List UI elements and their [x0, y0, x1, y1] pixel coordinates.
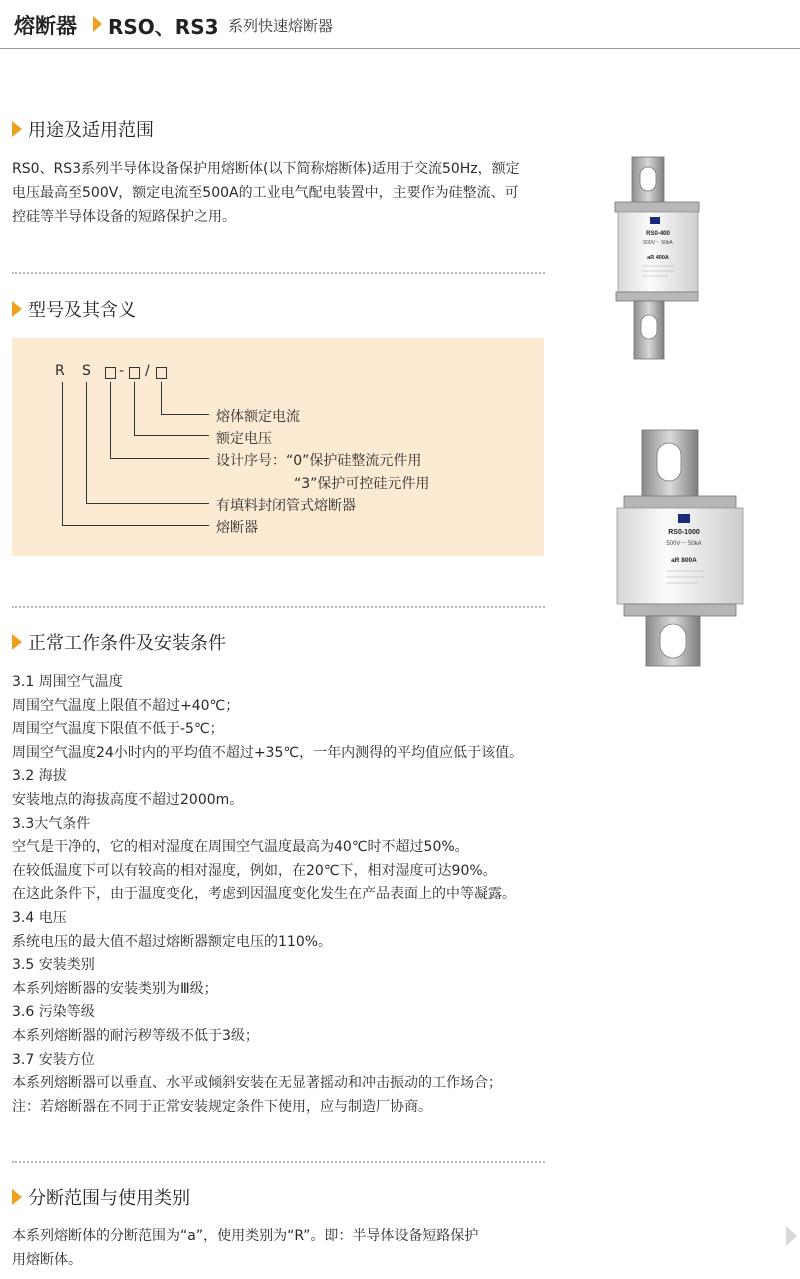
section-title-usage: [12, 116, 154, 142]
label-rated-voltage: 额定电压: [216, 431, 272, 447]
leader-line: [86, 503, 209, 504]
text-line: 本系列熔断体的分断范围为“a”，使用类别为“R”。即：半导体设备短路保护: [12, 1228, 479, 1244]
dotted-divider: [12, 606, 545, 608]
leader-line: [62, 382, 63, 525]
section-title-text: 型号及其含义: [28, 300, 136, 321]
leader-line: [161, 414, 209, 415]
label-design-number-3: “3”保护可控硅元件用: [294, 476, 430, 492]
text-line: 3.1 周围空气温度: [12, 674, 123, 690]
text-line: 安装地点的海拔高度不超过2000m。: [12, 791, 244, 808]
label-rated-current: 熔体额定电流: [216, 409, 300, 425]
label-fuse: 熔断器: [216, 520, 258, 536]
text-line: RS0、RS3系列半导体设备保护用熔断体(以下简称熔断体)适用于交流50Hz，额定: [12, 161, 520, 177]
text-line: 周围空气温度上限值不超过+40℃；: [12, 697, 240, 714]
text-line: 电压最高至500V，额定电流至500A的工业电气配电装置中，主要作为硅整流、可: [12, 185, 519, 201]
text-line: 用熔断体。: [12, 1252, 82, 1268]
code-letter-s: S: [82, 363, 91, 379]
text-line: 本系列熔断器的安装类别为Ⅲ级；: [12, 980, 218, 997]
page-header: [0, 0, 800, 49]
product-rating-label: 500V～ 50kA: [643, 240, 673, 246]
product-class-label: aR 800A: [671, 557, 697, 564]
conditions-list: [12, 671, 552, 1119]
product-rating-label: 500V～ 50kA: [666, 541, 702, 547]
text-line: 3.3大气条件: [12, 815, 91, 832]
header-subtitle: 系列快速熔断器: [228, 17, 334, 35]
code-box-current: [156, 367, 167, 379]
product-model-label: RS0-1000: [668, 529, 700, 536]
leader-line: [134, 382, 135, 435]
leader-line: [62, 525, 209, 526]
text-line: 本系列熔断器的耐污秽等级不低于3级；: [12, 1027, 259, 1044]
text-line: 3.4 电压: [12, 909, 67, 926]
label-design-number: 设计序号：“0”保护硅整流元件用: [216, 453, 422, 469]
code-slash: /: [145, 363, 150, 379]
leader-line: [134, 435, 209, 436]
text-line: 在这此条件下，由于温度变化，考虑到因温度变化发生在产品表面上的中等凝露。: [12, 886, 516, 903]
leader-line: [86, 382, 87, 503]
text-line: 3.2 海拔: [12, 768, 67, 785]
text-line: 3.6 污染等级: [12, 1004, 95, 1021]
triangle-bullet-icon: [12, 301, 22, 317]
text-line: 周围空气温度下限值不低于-5℃；: [12, 721, 224, 738]
product-model-label: RS0-400: [646, 231, 670, 237]
code-box-voltage: [129, 367, 140, 379]
leader-line: [161, 382, 162, 414]
dotted-divider: [12, 272, 545, 274]
text-line: 3.7 安装方位: [12, 1051, 95, 1068]
code-box-design: [105, 367, 116, 379]
text-line: 系统电压的最大值不超过熔断器额定电压的110%。: [12, 933, 333, 950]
section-title-model: [12, 296, 136, 322]
model-diagram: [12, 338, 544, 556]
text-line: 3.5 安装类别: [12, 957, 95, 974]
text-line: 注：若熔断器在不同于正常安装规定条件下使用，应与制造厂协商。: [12, 1098, 432, 1115]
dotted-divider: [12, 1161, 545, 1163]
triangle-bullet-icon: [12, 634, 22, 650]
text-line: 空气是干净的，它的相对湿度在周围空气温度最高为40℃时不超过50%。: [12, 839, 469, 856]
product-image-large-fuse: [610, 428, 750, 670]
label-filled-enclosed: 有填料封闭管式熔断器: [216, 498, 356, 514]
leader-line: [110, 458, 209, 459]
usage-paragraph: [12, 157, 547, 229]
header-category: 熔断器: [14, 14, 77, 38]
code-dash: -: [119, 363, 125, 379]
section-title-text: 分断范围与使用类别: [28, 1188, 190, 1209]
section-title-conditions: [12, 629, 226, 655]
leader-line: [110, 382, 111, 458]
header-model: RSO、RS3: [108, 15, 219, 39]
section-title-text: 正常工作条件及安装条件: [28, 633, 226, 654]
product-image-small-fuse: [610, 155, 705, 365]
triangle-bullet-icon: [12, 1189, 22, 1205]
section-title-breaking: [12, 1184, 190, 1210]
text-line: 在较低温度下可以有较高的相对湿度，例如，在20℃下，相对湿度可达90%。: [12, 862, 497, 879]
code-letter-r: R: [55, 363, 65, 379]
text-line: 本系列熔断器可以垂直、水平或倾斜安装在无显著摇动和冲击振动的工作场合；: [12, 1075, 502, 1092]
text-line: 控硅等半导体设备的短路保护之用。: [12, 209, 236, 225]
next-arrow-icon[interactable]: [786, 1226, 797, 1246]
text-line: 周围空气温度24小时内的平均值不超过+35℃，一年内测得的平均值应低于该值。: [12, 744, 524, 761]
section-title-text: 用途及适用范围: [28, 120, 154, 141]
product-class-label: aR 400A: [647, 255, 669, 261]
breaking-paragraph: [12, 1224, 547, 1272]
header-arrow-icon: [93, 16, 102, 32]
triangle-bullet-icon: [12, 121, 22, 137]
